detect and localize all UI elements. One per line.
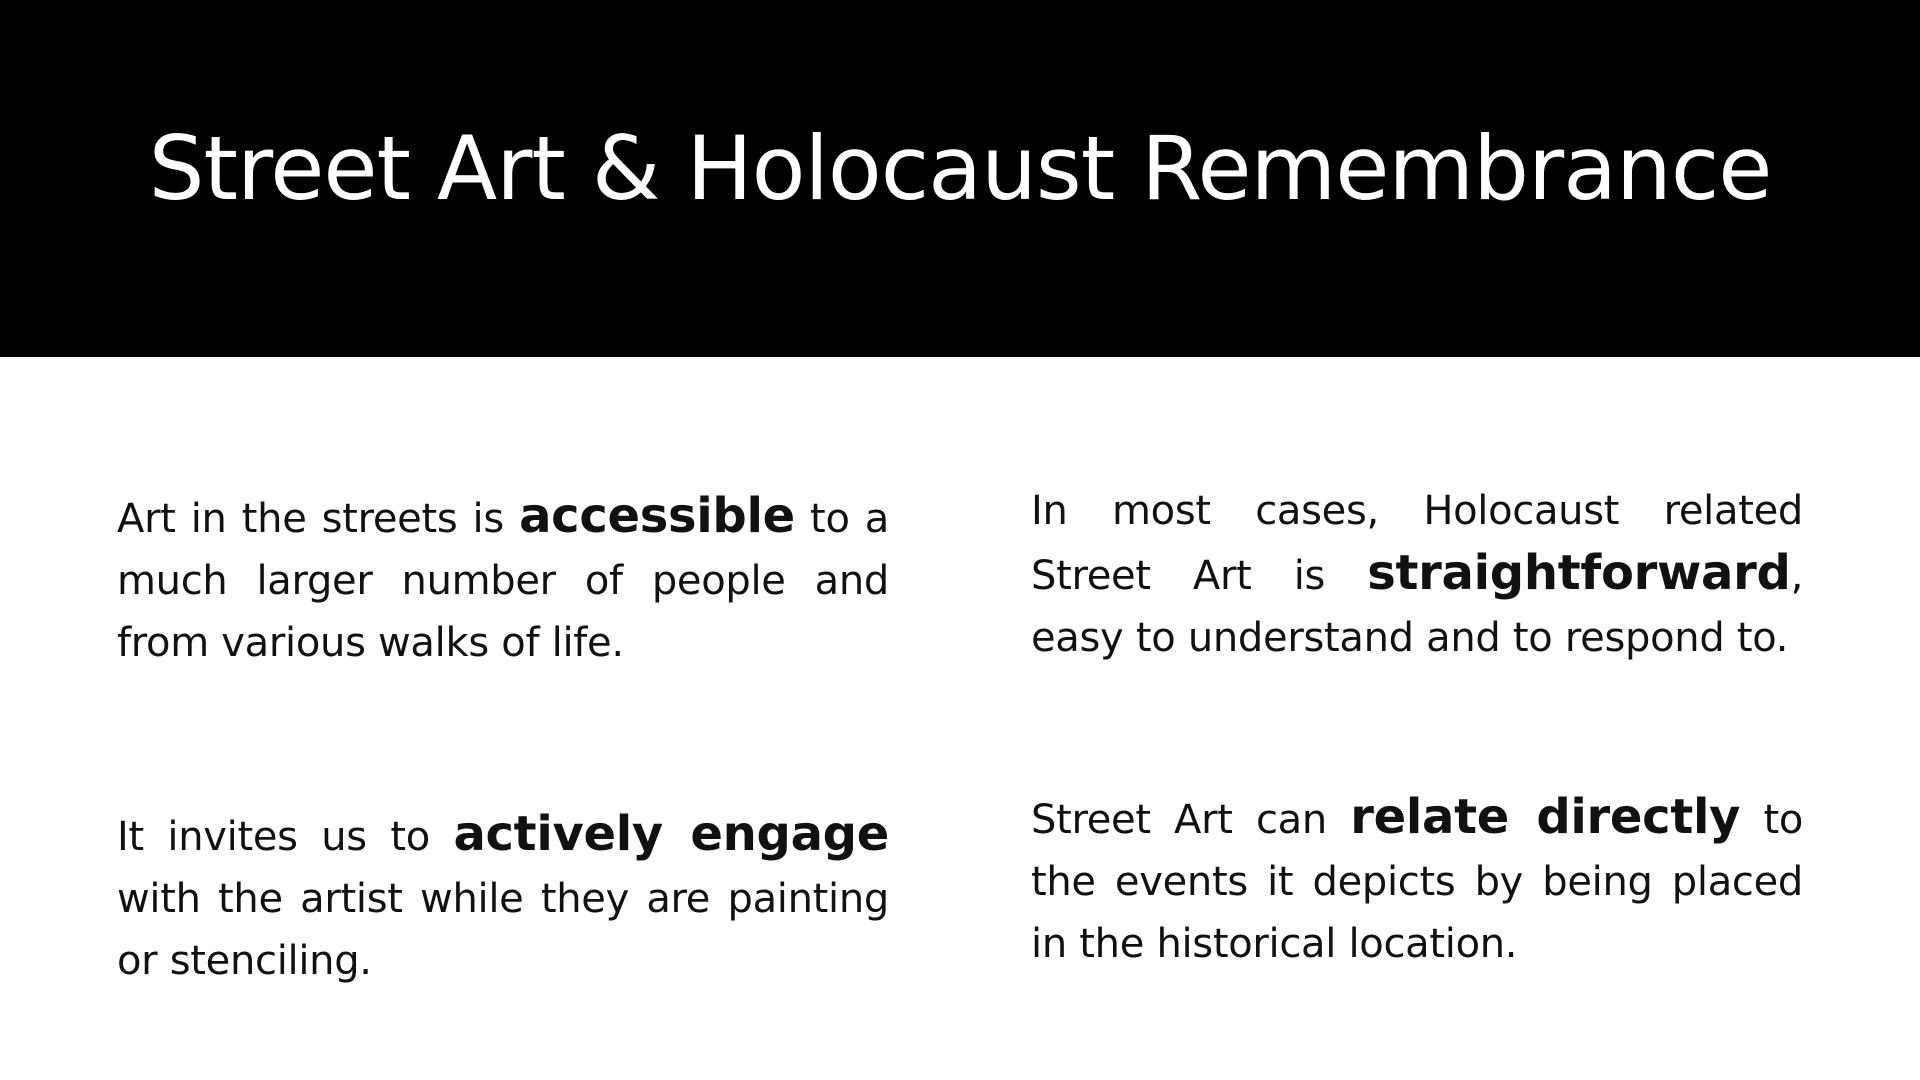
text-block-accessible-before: Art in the streets is [117, 496, 520, 542]
text-block-relate-directly-emphasis: relate directly [1350, 789, 1741, 845]
text-block-relate-directly [1031, 786, 1803, 975]
text-block-accessible [117, 485, 889, 674]
text-block-accessible-emphasis: accessible [519, 488, 795, 544]
text-block-straightforward [1031, 480, 1803, 669]
text-block-straightforward-after: , easy to understand and to respond to. [1031, 553, 1803, 661]
text-block-straightforward-before: In most cases, Holocaust related Street Art is [1031, 488, 1803, 599]
text-block-relate-directly-after: to the events it depicts by being placed in the historical location. [1031, 797, 1803, 967]
text-block-actively-engage-after: with the artist while they are painting or stenciling. [117, 876, 889, 984]
text-block-relate-directly-before: Street Art can [1031, 797, 1351, 843]
text-block-actively-engage-emphasis: actively engage [453, 806, 889, 862]
title-banner [0, 0, 1920, 357]
text-block-straightforward-emphasis: straightforward [1367, 545, 1791, 601]
slide-title: Street Art & Holocaust Remembrance [148, 117, 1772, 220]
text-block-accessible-after: to a much larger number of people and from various walks of life. [117, 496, 889, 666]
text-block-actively-engage [117, 803, 889, 992]
text-block-actively-engage-before: It invites us to [117, 814, 454, 860]
